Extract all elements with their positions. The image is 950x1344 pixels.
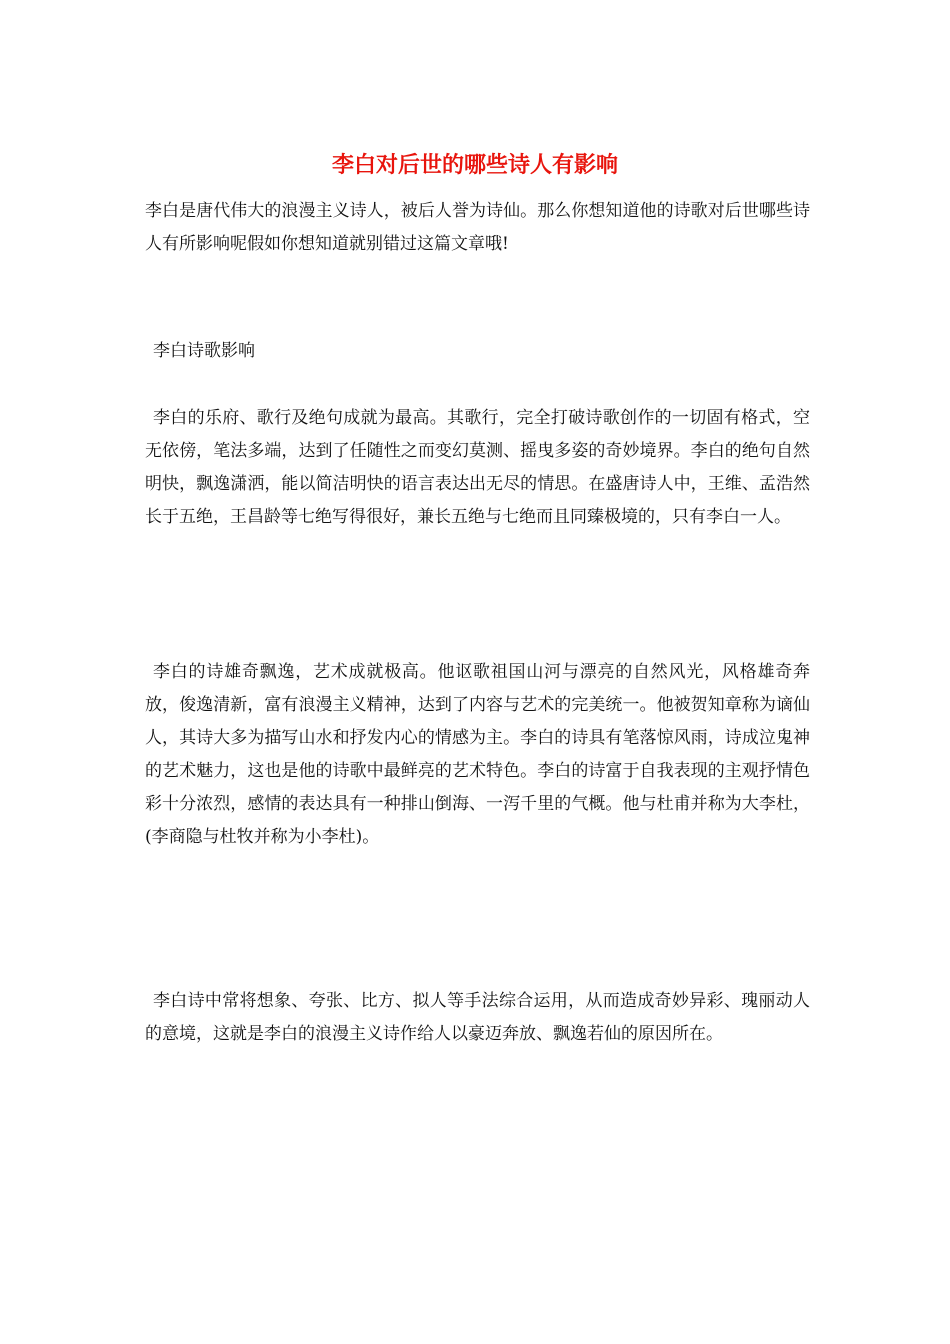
intro-paragraph: 李白是唐代伟大的浪漫主义诗人，被后人誉为诗仙。那么你想知道他的诗歌对后世哪些诗人有所影响呢假如你想知道就别错过这篇文章哦! xyxy=(145,201,810,254)
body-paragraph-3: 李白诗中常将想象、夸张、比方、拟人等手法综合运用，从而造成奇妙异彩、瑰丽动人的意境，这就是李白的浪漫主义诗作给人以豪迈奔放、飘逸若仙的原因所在。 xyxy=(145,991,810,1044)
body-paragraph-2: 李白的诗雄奇飘逸，艺术成就极高。他讴歌祖国山河与漂亮的自然风光，风格雄奇奔放，俊逸清新，富有浪漫主义精神，达到了内容与艺术的完美统一。他被贺知章称为谪仙人，其诗大多为描写山水和抒发内心的情感为主。李白的诗具有笔落惊风雨，诗成泣鬼神的艺术魅力，这也是他的诗歌中最鲜亮的艺术特色。李白的诗富于自我表现的主观抒情色彩十分浓烈，感情的表达具有一种排山倒海、一泻千里的气概。他与杜甫并称为大李杜，(李商隐与杜牧并称为小李杜)。 xyxy=(145,662,810,847)
page-title: 李白对后世的哪些诗人有影响 xyxy=(331,153,618,178)
section-heading: 李白诗歌影响 xyxy=(153,341,255,361)
body-paragraph-1: 李白的乐府、歌行及绝句成就为最高。其歌行，完全打破诗歌创作的一切固有格式，空无依傍，笔法多端，达到了任随性之而变幻莫测、摇曳多姿的奇妙境界。李白的绝句自然明快，飘逸潇洒，能以简洁明快的语言表达出无尽的情思。在盛唐诗人中，王维、孟浩然长于五绝，王昌龄等七绝写得很好，兼长五绝与七绝而且同臻极境的，只有李白一人。 xyxy=(145,408,810,527)
